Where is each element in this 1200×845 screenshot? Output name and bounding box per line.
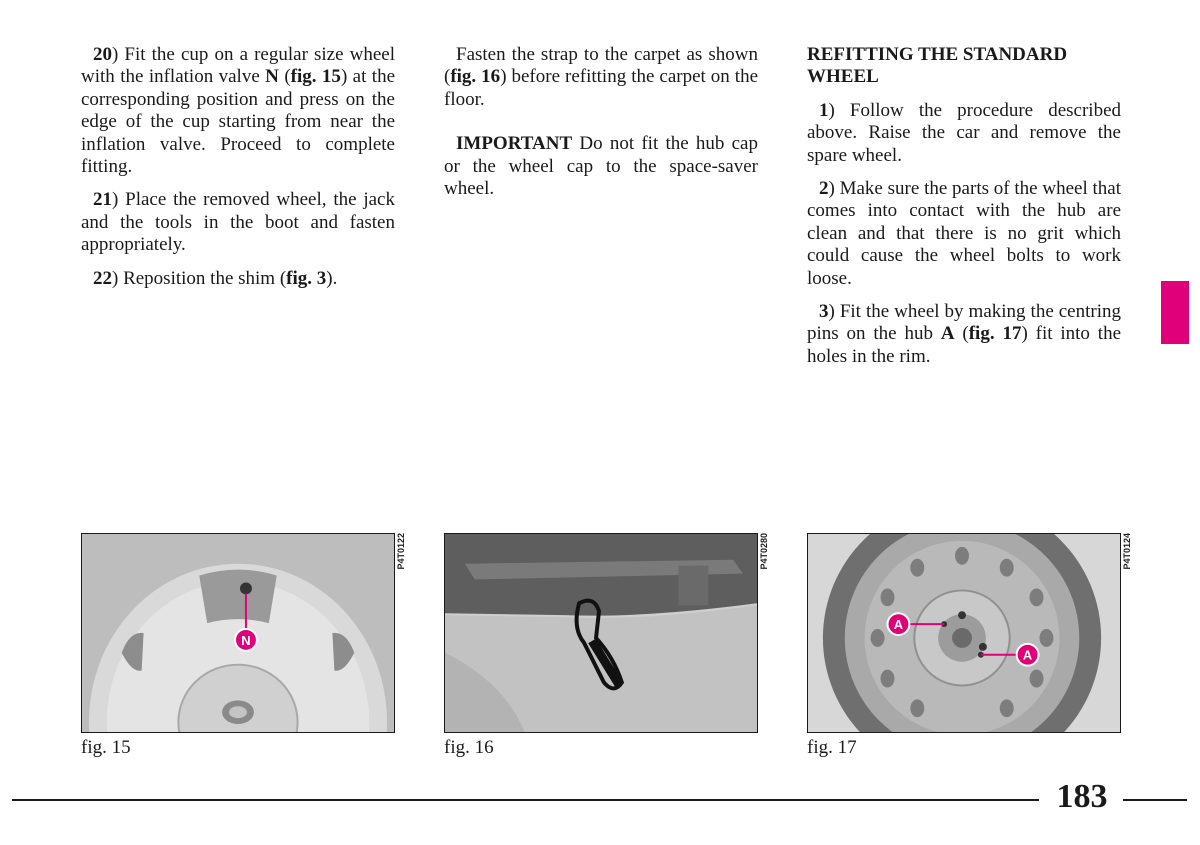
step-1: 1) Follow the procedure described above. Raise the car and remove the spare wheel. — [807, 99, 1121, 166]
step-21: 21) Place the removed wheel, the jack and the tools in the boot and fasten appropriately. — [81, 189, 395, 256]
figure-15-hubcap-photo — [81, 533, 395, 733]
text-column-3 — [807, 44, 1121, 379]
footer-rule-left — [12, 799, 1039, 801]
step-2: 2) Make sure the parts of the wheel that comes into contact with the hub are clean and that there is no grit which could cause the wheel bolts to work loose. — [807, 178, 1121, 289]
figure-15-caption: fig. 15 — [81, 737, 131, 758]
strap-paragraph: Fasten the strap to the carpet as shown (fig. 16) before refitting the carpet on the floor. — [444, 44, 758, 110]
figure-17-code: P4T0124 — [1122, 533, 1132, 570]
section-heading: REFITTING THE STANDARD WHEEL — [807, 44, 1068, 88]
important-note: IMPORTANT Do not fit the hub cap or the wheel cap to the space-saver wheel. — [444, 133, 758, 200]
step-3: 3) Fit the wheel by making the centring pins on the hub A (fig. 17) fit into the holes in the rim. — [807, 301, 1122, 367]
figure-16-strap-photo — [444, 533, 758, 733]
footer-rule-right — [1123, 799, 1187, 801]
figure-16-code: P4T0280 — [759, 533, 769, 570]
text-column-2 — [444, 44, 758, 211]
section-tab-marker — [1161, 281, 1189, 344]
callout-a-label-right: A — [1022, 647, 1033, 663]
page-number: 183 — [1056, 778, 1108, 815]
figure-15-code: P4T0122 — [396, 533, 406, 570]
figure-17-wheel-photo — [807, 533, 1121, 733]
step-20: 20) Fit the cup on a regular size wheel with the inflation valve N (fig. 15) at the corresponding position and press on the edge of the cup starting from near the inflation valve. Proceed to complete fitting. — [81, 44, 396, 178]
callout-n-label: N — [241, 632, 251, 648]
figure-17-caption: fig. 17 — [807, 737, 857, 758]
text-column-1 — [81, 44, 395, 301]
callout-a-label-left: A — [893, 617, 904, 633]
figure-16-caption: fig. 16 — [444, 737, 494, 758]
step-22: 22) Reposition the shim (fig. 3). — [93, 267, 338, 289]
